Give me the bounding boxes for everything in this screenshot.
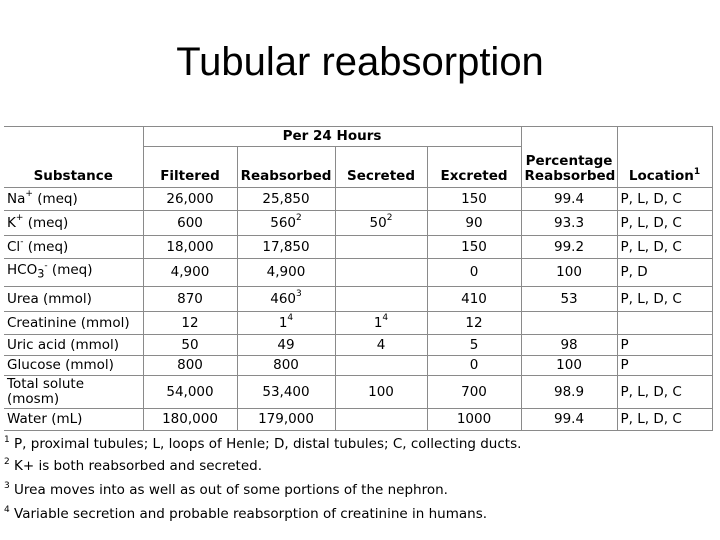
reabsorbed-value: 53,400 xyxy=(262,383,310,400)
secreted-cell xyxy=(335,335,427,356)
reabsorbed-cell xyxy=(237,409,335,431)
header-excreted: Excreted xyxy=(427,147,521,188)
location-cell: P, D xyxy=(617,259,712,287)
location-cell: P, L, D, C xyxy=(617,211,712,236)
excreted-cell: 0 xyxy=(427,259,521,287)
table-row xyxy=(4,356,712,376)
percentage-cell: 99.4 xyxy=(521,409,617,431)
substance-name: Total solute (mosm) xyxy=(7,376,85,407)
excreted-cell: 150 xyxy=(427,236,521,259)
reabsorbed-cell xyxy=(237,236,335,259)
footnote-text: K+ is both reabsorbed and secreted. xyxy=(14,458,262,474)
substance-name: Water (mL) xyxy=(7,411,83,427)
percentage-cell: 93.3 xyxy=(521,211,617,236)
table-row xyxy=(4,409,712,431)
secreted-value: 1 xyxy=(373,314,383,331)
substance-cell xyxy=(4,287,143,312)
header-substance: Substance xyxy=(33,168,113,184)
reabsorbed-footnote: 4 xyxy=(287,313,294,323)
substance-subscript: 3 xyxy=(37,267,45,281)
reabsorbed-cell xyxy=(237,376,335,409)
secreted-value: 100 xyxy=(368,383,394,400)
footnote-text: P, proximal tubules; L, loops of Henle; D, distal tubules; C, collecting ducts. xyxy=(14,436,522,452)
substance-name: Cl xyxy=(7,238,21,255)
substance-name: Urea (mmol) xyxy=(7,290,92,307)
percentage-cell: 99.4 xyxy=(521,188,617,211)
header-percentage-line1: Percentage xyxy=(525,153,613,169)
location-cell: P, L, D, C xyxy=(617,188,712,211)
header-secreted: Secreted xyxy=(335,147,427,188)
location-cell: P xyxy=(617,335,712,356)
substance-cell xyxy=(4,356,143,376)
footnote-number: 3 xyxy=(4,480,10,491)
footnote-1 xyxy=(4,436,708,452)
secreted-cell xyxy=(335,188,427,211)
percentage-cell: 53 xyxy=(521,287,617,312)
secreted-cell xyxy=(335,312,427,335)
substance-cell xyxy=(4,188,143,211)
substance-superscript: + xyxy=(25,189,33,199)
table-row xyxy=(4,211,712,236)
excreted-cell: 1000 xyxy=(427,409,521,431)
percentage-cell: 99.2 xyxy=(521,236,617,259)
substance-cell xyxy=(4,259,143,287)
header-location-sup: 1 xyxy=(693,166,701,177)
footnotes xyxy=(4,436,708,522)
substance-name: Uric acid (mmol) xyxy=(7,336,120,353)
reabsorbed-cell xyxy=(237,188,335,211)
percentage-cell: 98.9 xyxy=(521,376,617,409)
filtered-cell: 12 xyxy=(143,312,237,335)
reabsorbed-cell xyxy=(237,356,335,376)
substance-superscript: + xyxy=(15,213,24,223)
excreted-cell: 12 xyxy=(427,312,521,335)
secreted-cell xyxy=(335,211,427,236)
location-cell: P, L, D, C xyxy=(617,287,712,312)
table-row xyxy=(4,287,712,312)
secreted-footnote: 4 xyxy=(382,313,389,323)
location-cell: P, L, D, C xyxy=(617,376,712,409)
table-row xyxy=(4,236,712,259)
location-cell: P, L, D, C xyxy=(617,409,712,431)
table-row xyxy=(4,259,712,287)
substance-name: HCO xyxy=(7,262,38,279)
percentage-cell: 98 xyxy=(521,335,617,356)
filtered-cell: 800 xyxy=(143,356,237,376)
header-cell-percentage xyxy=(521,127,617,188)
excreted-cell: 700 xyxy=(427,376,521,409)
footnote-text: Urea moves into as well as out of some portions of the nephron. xyxy=(14,482,448,498)
header-per-24-hours: Per 24 Hours xyxy=(143,127,521,147)
reabsorbed-cell xyxy=(237,335,335,356)
table-body xyxy=(4,188,712,431)
secreted-cell xyxy=(335,259,427,287)
reabsorbed-footnote: 2 xyxy=(296,213,302,223)
reabsorbed-value: 460 xyxy=(270,290,297,307)
substance-name: Glucose (mmol) xyxy=(7,357,114,373)
secreted-cell xyxy=(335,356,427,376)
substance-unit: (meq) xyxy=(47,262,93,279)
percentage-cell: 100 xyxy=(521,259,617,287)
filtered-cell: 54,000 xyxy=(143,376,237,409)
header-filtered: Filtered xyxy=(143,147,237,188)
reabsorbed-value: 25,850 xyxy=(262,190,310,207)
filtered-cell: 180,000 xyxy=(143,409,237,431)
header-location: Location xyxy=(628,168,694,184)
substance-name: Na xyxy=(7,190,26,207)
reabsorbed-cell xyxy=(237,312,335,335)
reabsorbed-value: 1 xyxy=(278,314,288,331)
secreted-cell xyxy=(335,409,427,431)
reabsorbed-cell xyxy=(237,259,335,287)
secreted-cell xyxy=(335,236,427,259)
secreted-footnote: 2 xyxy=(386,213,393,223)
secreted-value: 50 xyxy=(369,214,387,231)
reabsorbed-value: 4,900 xyxy=(266,264,306,280)
percentage-cell: 100 xyxy=(521,356,617,376)
secreted-cell xyxy=(335,376,427,409)
reabsorbed-value: 560 xyxy=(270,214,297,231)
filtered-cell: 4,900 xyxy=(143,259,237,287)
footnote-number: 1 xyxy=(4,434,10,445)
reabsorption-table xyxy=(4,126,713,431)
excreted-cell: 150 xyxy=(427,188,521,211)
filtered-cell: 870 xyxy=(143,287,237,312)
footnote-number: 2 xyxy=(4,456,10,467)
substance-unit: (meq) xyxy=(32,190,78,207)
table-row xyxy=(4,376,712,409)
filtered-cell: 18,000 xyxy=(143,236,237,259)
substance-cell xyxy=(4,236,143,259)
reabsorbed-value: 17,850 xyxy=(262,238,310,255)
excreted-cell: 410 xyxy=(427,287,521,312)
footnote-3 xyxy=(4,482,708,498)
substance-superscript: - xyxy=(44,260,48,271)
footnote-2 xyxy=(4,458,708,474)
table-row xyxy=(4,335,712,356)
header-percentage-line2: Reabsorbed xyxy=(524,168,616,184)
header-cell-substance xyxy=(4,127,143,188)
header-cell-location xyxy=(617,127,712,188)
footnote-4 xyxy=(4,506,708,522)
location-cell xyxy=(617,312,712,335)
excreted-cell: 0 xyxy=(427,356,521,376)
secreted-value: 4 xyxy=(376,336,386,353)
substance-cell xyxy=(4,211,143,236)
group-header-row xyxy=(4,127,712,147)
reabsorbed-value: 800 xyxy=(273,357,299,373)
substance-cell xyxy=(4,409,143,431)
substance-cell xyxy=(4,312,143,335)
substance-name: K xyxy=(7,214,16,231)
reabsorbed-value: 179,000 xyxy=(258,411,314,427)
reabsorbed-cell xyxy=(237,211,335,236)
location-cell: P, L, D, C xyxy=(617,236,712,259)
footnote-number: 4 xyxy=(4,504,10,515)
reabsorbed-cell xyxy=(237,287,335,312)
substance-name: Creatinine (mmol) xyxy=(7,314,130,331)
table-row xyxy=(4,312,712,335)
filtered-cell: 600 xyxy=(143,211,237,236)
header-reabsorbed: Reabsorbed xyxy=(237,147,335,188)
secreted-cell xyxy=(335,287,427,312)
reabsorbed-value: 49 xyxy=(277,336,295,353)
footnote-text: Variable secretion and probable reabsorption of creatinine in humans. xyxy=(14,506,488,522)
location-cell: P xyxy=(617,356,712,376)
table-row xyxy=(4,188,712,211)
filtered-cell: 50 xyxy=(143,335,237,356)
excreted-cell: 5 xyxy=(427,335,521,356)
reabsorbed-footnote: 3 xyxy=(296,289,302,299)
substance-superscript: - xyxy=(20,237,24,247)
percentage-cell xyxy=(521,312,617,335)
substance-unit: (meq) xyxy=(23,238,69,255)
filtered-cell: 26,000 xyxy=(143,188,237,211)
substance-cell xyxy=(4,335,143,356)
excreted-cell: 90 xyxy=(427,211,521,236)
substance-unit: (meq) xyxy=(23,214,69,231)
page-title: Tubular reabsorption xyxy=(176,40,544,84)
substance-cell xyxy=(4,376,143,409)
